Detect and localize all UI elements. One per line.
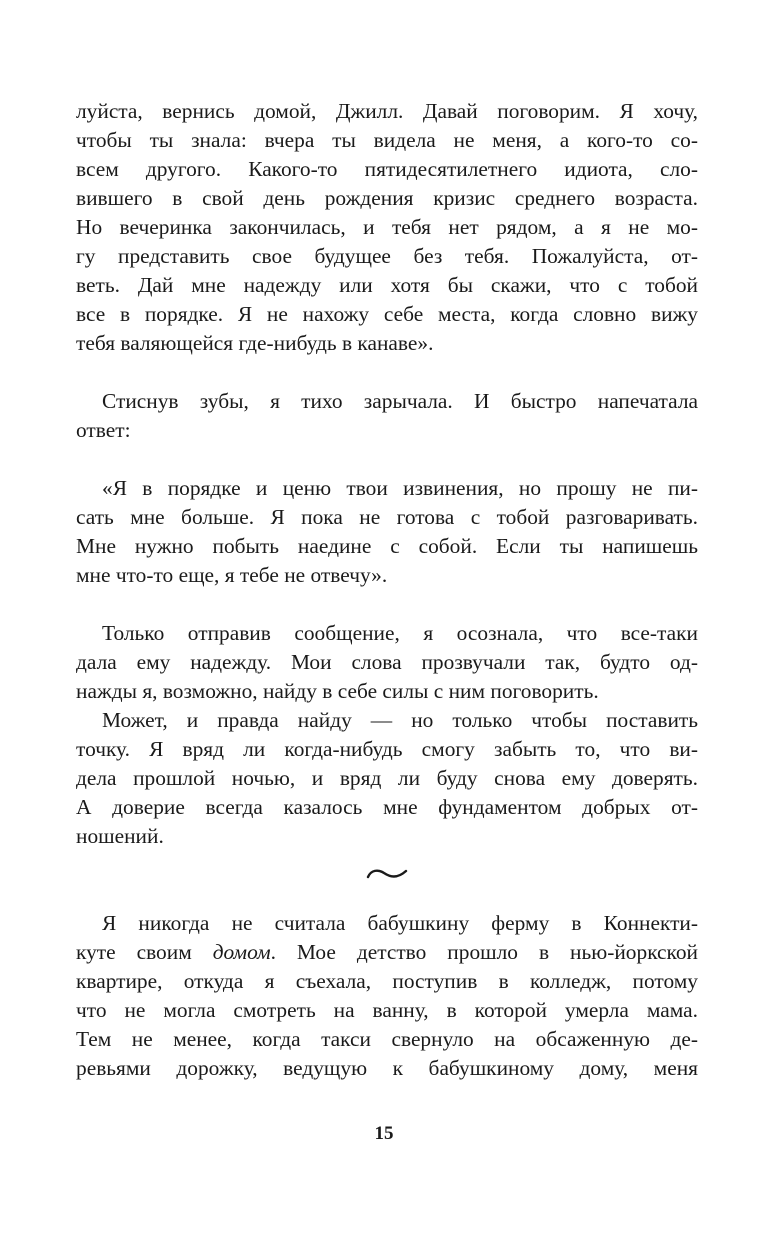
text-line: ответ: bbox=[76, 418, 131, 442]
paragraph-grandmother-farm bbox=[76, 909, 698, 1083]
emphasized-word: домом bbox=[212, 940, 271, 964]
text-line: сать мне больше. Я пока не готова с тобой разговаривать. bbox=[76, 505, 698, 529]
text-line: луйста, вернись домой, Джилл. Давай поговорим. Я хочу, bbox=[76, 99, 698, 123]
text-line: Но вечеринка закончилась, и тебя нет рядом, а я не мо- bbox=[76, 215, 698, 239]
text-line: дала ему надежду. Мои слова прозвучали так, будто од- bbox=[76, 650, 698, 674]
page-number: 15 bbox=[374, 1123, 394, 1144]
section-break-ornament bbox=[76, 851, 698, 909]
text-line: всем другого. Какого-то пятидесятилетнего идиота, сло- bbox=[76, 157, 698, 181]
text-line: дела прошлой ночью, и вряд ли буду снова ему доверять. bbox=[76, 766, 698, 790]
paragraph-letter-continuation bbox=[76, 97, 698, 358]
paragraph-gap bbox=[76, 445, 698, 474]
text-line: гу представить свое будущее без тебя. Пожалуйста, от- bbox=[76, 244, 698, 268]
text-line: ношений. bbox=[76, 824, 164, 848]
text-line: ревьями дорожку, ведущую к бабушкиному дому, меня bbox=[76, 1056, 698, 1080]
text-line: нажды я, возможно, найду в себе силы с ним поговорить. bbox=[76, 679, 599, 703]
text-segment: . Мое детство прошло в нью-йоркской bbox=[270, 940, 698, 964]
text-line: квартире, откуда я съехала, поступив в колледж, потому bbox=[76, 969, 698, 993]
text-line: Мне нужно побыть наедине с собой. Если ты напишешь bbox=[76, 534, 698, 558]
text-line: мне что-то еще, я тебе не отвечу». bbox=[76, 563, 388, 587]
paragraph-trust bbox=[76, 706, 698, 851]
paragraph-gap bbox=[76, 358, 698, 387]
paragraph-reply-intro bbox=[76, 387, 698, 445]
text-line: Стиснув зубы, я тихо зарычала. И быстро напечатала bbox=[102, 389, 698, 413]
text-line: веть. Дай мне надежду или хотя бы скажи, что с тобой bbox=[76, 273, 698, 297]
text-line: Может, и правда найду — но только чтобы поставить bbox=[102, 708, 698, 732]
tilde-ornament-icon bbox=[365, 866, 409, 882]
text-line: А доверие всегда казалось мне фундаментом добрых от- bbox=[76, 795, 698, 819]
text-line: Только отправив сообщение, я осознала, что все-таки bbox=[102, 621, 698, 645]
text-line: вившего в свой день рождения кризис среднего возраста. bbox=[76, 186, 698, 210]
text-line: все в порядке. Я не нахожу себе места, когда словно вижу bbox=[76, 302, 698, 326]
text-line-with-emphasis bbox=[76, 938, 698, 967]
text-line: «Я в порядке и ценю твои извинения, но прошу не пи- bbox=[102, 476, 698, 500]
text-segment: куте своим bbox=[76, 940, 213, 964]
text-line: точку. Я вряд ли когда-нибудь смогу забыть то, что ви- bbox=[76, 737, 698, 761]
paragraph-gap bbox=[76, 590, 698, 619]
page-body bbox=[76, 97, 698, 1083]
paragraph-reply-quote bbox=[76, 474, 698, 590]
text-line: Тем не менее, когда такси свернуло на обсаженную де- bbox=[76, 1027, 698, 1051]
text-line: тебя валяющейся где-нибудь в канаве». bbox=[76, 331, 434, 355]
text-line: что не могла смотреть на ванну, в которой умерла мама. bbox=[76, 998, 698, 1022]
paragraph-after-sending bbox=[76, 619, 698, 706]
text-line: Я никогда не считала бабушкину ферму в Коннекти- bbox=[102, 911, 698, 935]
text-line: чтобы ты знала: вчера ты видела не меня, а кого-то со- bbox=[76, 128, 698, 152]
